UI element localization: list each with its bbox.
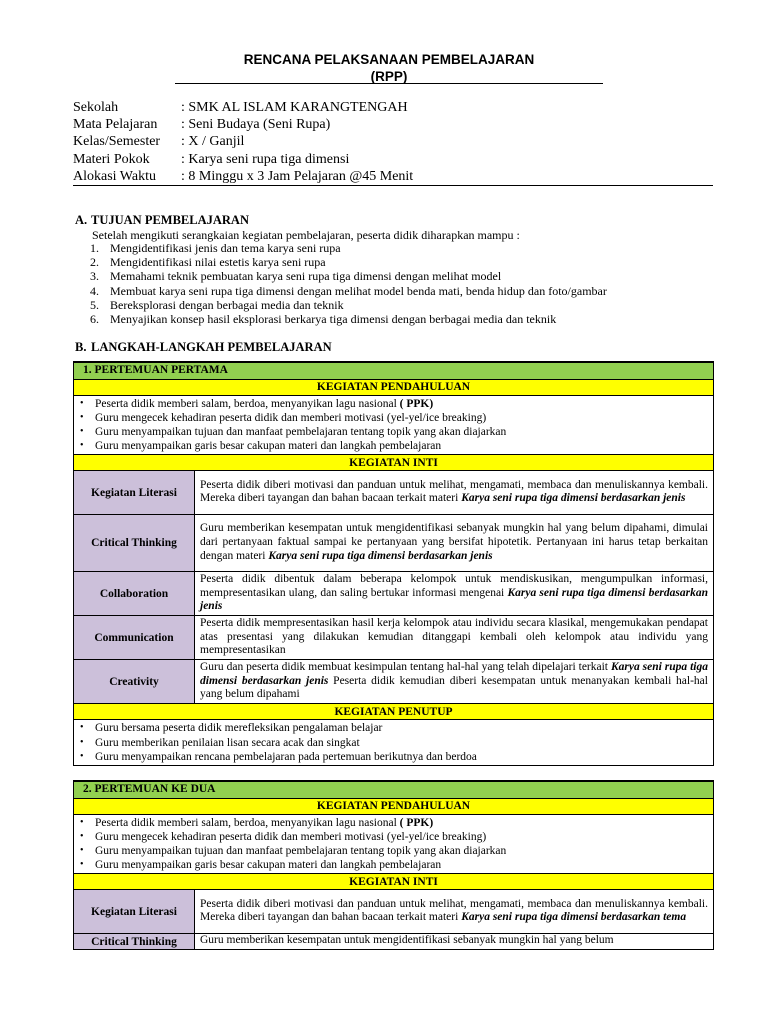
info-value: : Seni Budaya (Seni Rupa) bbox=[181, 117, 331, 133]
info-divider bbox=[73, 185, 713, 186]
list-item bbox=[80, 858, 709, 872]
list-item bbox=[80, 439, 709, 453]
inti-heading: KEGIATAN INTI bbox=[74, 874, 714, 890]
info-label: Mata Pelajaran bbox=[73, 117, 158, 133]
item-text: Guru menyampaikan tujuan dan manfaat pembelajaran tentang topik yang akan diajarkan bbox=[95, 425, 507, 438]
item-text: Peserta didik memberi salam, berdoa, menyanyikan lagu nasional bbox=[95, 397, 400, 410]
objectives-intro: Setelah mengikuti serangkaian kegiatan pembelajaran, peserta didik diharapkan mampu : bbox=[92, 228, 520, 242]
item-number: 1. bbox=[90, 241, 99, 255]
section-a-heading bbox=[75, 213, 249, 228]
section-title: LANGKAH-LANGKAH PEMBELAJARAN bbox=[91, 340, 332, 354]
item-text: Bereksplorasi dengan berbagai media dan teknik bbox=[110, 297, 344, 312]
list-item bbox=[90, 298, 710, 312]
collaboration-desc: Peserta didik dibentuk dalam beberapa kelompok untuk mendiskusikan, mengumpulkan informasi, mempresentasikan ulang, dan saling bertukar informasi mengenai Karya seni rupa tiga dimensi berdasarkan jenis bbox=[195, 572, 714, 616]
inti-heading: KEGIATAN INTI bbox=[74, 455, 714, 471]
literasi-desc: Peserta didik diberi motivasi dan panduan untuk melihat, mengamati, membaca dan menuliskannya kembali. Mereka diberi tayangan dan bahan bacaan terkait materi Karya seni rupa tiga dimensi berdasarkan jenis bbox=[195, 471, 714, 515]
title-underline bbox=[175, 83, 603, 84]
list-item bbox=[90, 312, 710, 326]
list-item bbox=[80, 397, 709, 411]
info-label: Materi Pokok bbox=[73, 151, 150, 167]
pendahuluan-list bbox=[74, 814, 714, 874]
pendahuluan-heading: KEGIATAN PENDAHULUAN bbox=[74, 798, 714, 814]
item-text: Guru menyampaikan tujuan dan manfaat pembelajaran tentang topik yang akan diajarkan bbox=[95, 844, 507, 857]
bullet-icon: • bbox=[80, 411, 84, 423]
item-text: Menyajikan konsep hasil eksplorasi berkarya tiga dimensi dengan berbagai media dan teknik bbox=[110, 312, 557, 327]
list-item bbox=[80, 411, 709, 425]
list-item bbox=[90, 241, 710, 255]
info-row-materi bbox=[73, 151, 713, 168]
item-text: Guru mengecek kehadiran peserta didik dan memberi motivasi (yel-yel/ice breaking) bbox=[95, 411, 487, 424]
penutup-heading: KEGIATAN PENUTUP bbox=[74, 704, 714, 720]
section-letter: A. bbox=[75, 213, 88, 227]
list-item bbox=[90, 269, 710, 283]
meeting-title: 2. PERTEMUAN KE DUA bbox=[74, 781, 714, 798]
item-text: Peserta didik memberi salam, berdoa, menyanyikan lagu nasional bbox=[95, 816, 400, 829]
penutup-list bbox=[74, 720, 714, 766]
communication-desc: Peserta didik mempresentasikan hasil kerja kelompok atau individu secara klasikal, mengemukakan pendapat atas presentasi yang dilakukan kemudian ditanggapi kembali oleh kelompok atau individu yang mempresentasikan bbox=[195, 616, 714, 660]
info-value: : SMK AL ISLAM KARANGTENGAH bbox=[181, 100, 408, 115]
bullet-icon: • bbox=[80, 425, 84, 437]
item-text: Memahami teknik pembuatan karya seni rupa tiga dimensi dengan melihat model bbox=[110, 269, 502, 284]
bullet-icon: • bbox=[80, 816, 84, 828]
list-item bbox=[80, 816, 709, 830]
section-letter: B. bbox=[75, 340, 87, 354]
title-line-1: RENCANA PELAKSANAAN PEMBELAJARAN bbox=[243, 52, 535, 67]
section-title: TUJUAN PEMBELAJARAN bbox=[91, 213, 249, 227]
info-row-mapel bbox=[73, 116, 713, 133]
item-number: 2. bbox=[90, 255, 99, 270]
item-number: 4. bbox=[90, 283, 99, 298]
list-item bbox=[80, 721, 709, 735]
literasi-label: Kegiatan Literasi bbox=[74, 890, 195, 934]
list-item bbox=[80, 844, 709, 858]
bullet-icon: • bbox=[80, 722, 84, 734]
critical-thinking-desc: Guru memberikan kesempatan untuk mengidentifikasi sebanyak mungkin hal yang belum bbox=[195, 934, 714, 950]
item-number: 3. bbox=[90, 269, 99, 284]
document-title bbox=[175, 51, 603, 85]
literasi-desc: Peserta didik diberi motivasi dan panduan untuk melihat, mengamati, membaca dan menuliskannya kembali. Mereka diberi tayangan dan bahan bacaan terkait materi Karya seni rupa tiga dimensi berdasarkan tema bbox=[195, 890, 714, 934]
item-text: Membuat karya seni rupa tiga dimensi dengan melihat model benda mati, benda hidup dan foto/gambar bbox=[110, 283, 607, 298]
creativity-desc: Guru dan peserta didik membuat kesimpulan tentang hal-hal yang telah dipelajari terkait Karya seni rupa tiga dimensi berdasarkan jenis Peserta didik kemudian diberi kesempatan untuk menanyakan kembali hal-hal yang belum dipahami bbox=[195, 660, 714, 704]
list-item bbox=[80, 736, 709, 750]
info-value: : 8 Minggu x 3 Jam Pelajaran @45 Menit bbox=[181, 168, 414, 184]
list-item bbox=[80, 830, 709, 844]
info-row-sekolah bbox=[73, 99, 713, 116]
bullet-icon: • bbox=[80, 440, 84, 452]
bullet-icon: • bbox=[80, 830, 84, 842]
section-b-heading bbox=[75, 340, 332, 355]
item-text: Guru menyampaikan garis besar cakupan materi dan langkah pembelajaran bbox=[95, 859, 442, 872]
item-number: 5. bbox=[90, 297, 99, 312]
item-text: Mengidentifikasi nilai estetis karya seni rupa bbox=[110, 255, 326, 270]
item-text: Guru menyampaikan rencana pembelajaran pada pertemuan berikutnya dan berdoa bbox=[95, 750, 477, 763]
title-line-2: (RPP) bbox=[370, 69, 408, 84]
list-item bbox=[90, 255, 710, 269]
critical-thinking-label: Critical Thinking bbox=[74, 515, 195, 572]
item-text: Mengidentifikasi jenis dan tema karya seni rupa bbox=[110, 241, 341, 255]
collaboration-label: Collaboration bbox=[74, 572, 195, 616]
pendahuluan-heading: KEGIATAN PENDAHULUAN bbox=[74, 379, 714, 395]
info-label: Sekolah bbox=[73, 100, 119, 115]
item-text: Guru menyampaikan garis besar cakupan materi dan langkah pembelajaran bbox=[95, 440, 442, 453]
item-text: Guru bersama peserta didik merefleksikan pengalaman belajar bbox=[95, 722, 383, 735]
literasi-label: Kegiatan Literasi bbox=[74, 471, 195, 515]
meeting-1-table bbox=[73, 361, 714, 766]
bullet-icon: • bbox=[80, 750, 84, 762]
bullet-icon: • bbox=[80, 844, 84, 856]
info-row-alokasi bbox=[73, 168, 713, 185]
ppk-tag: ( PPK) bbox=[399, 397, 434, 410]
pendahuluan-list bbox=[74, 395, 714, 455]
creativity-label: Creativity bbox=[74, 660, 195, 704]
bullet-icon: • bbox=[80, 736, 84, 748]
critical-thinking-desc: Guru memberikan kesempatan untuk mengidentifikasi sebanyak mungkin hal yang belum dipahami, dimulai dari pertanyaan faktual sampai ke pertanyaan yang bersifat hipotetik. Pertanyaan ini harus tetap berkaitan dengan materi Karya seni rupa tiga dimensi berdasarkan jenis bbox=[195, 515, 714, 572]
info-row-kelas bbox=[73, 133, 713, 150]
list-item bbox=[90, 284, 710, 298]
info-label: Kelas/Semester bbox=[73, 134, 161, 150]
bullet-icon: • bbox=[80, 397, 84, 409]
item-text: Guru mengecek kehadiran peserta didik dan memberi motivasi (yel-yel/ice breaking) bbox=[95, 830, 487, 843]
meeting-title: 1. PERTEMUAN PERTAMA bbox=[74, 362, 714, 379]
list-item bbox=[80, 425, 709, 439]
communication-label: Communication bbox=[74, 616, 195, 660]
bullet-icon: • bbox=[80, 859, 84, 871]
item-number: 6. bbox=[90, 312, 99, 327]
identity-block bbox=[73, 99, 713, 185]
item-text: Guru memberikan penilaian lisan secara acak dan singkat bbox=[95, 736, 360, 749]
info-value: : X / Ganjil bbox=[181, 134, 245, 150]
ppk-tag: ( PPK) bbox=[399, 816, 434, 829]
objectives-list bbox=[90, 241, 710, 326]
critical-thinking-label: Critical Thinking bbox=[74, 934, 195, 950]
list-item bbox=[80, 750, 709, 764]
info-label: Alokasi Waktu bbox=[73, 168, 156, 184]
meeting-2-table bbox=[73, 780, 714, 950]
info-value: : Karya seni rupa tiga dimensi bbox=[181, 151, 350, 167]
